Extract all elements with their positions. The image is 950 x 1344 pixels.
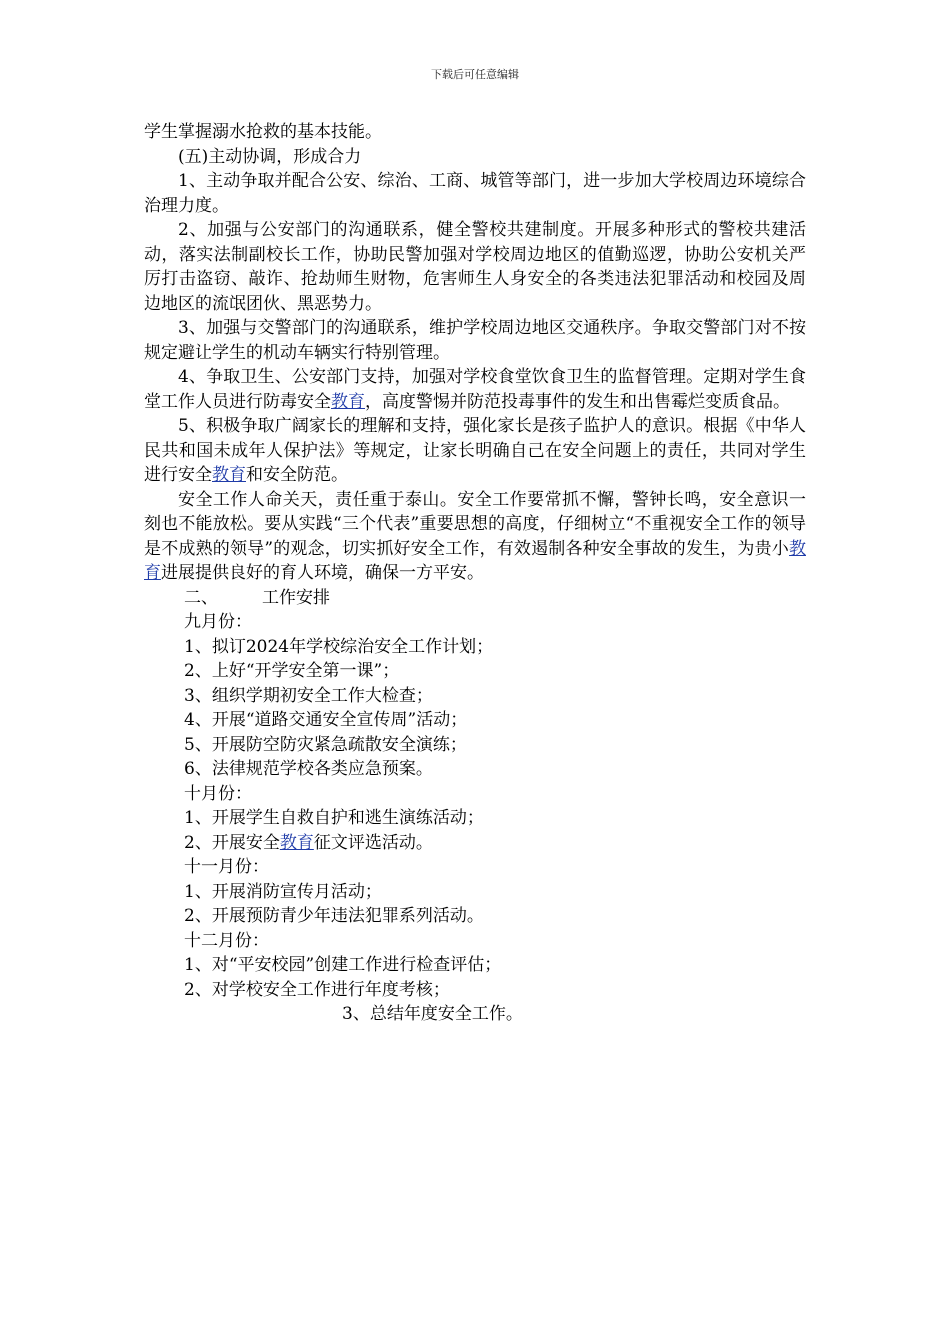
list-item: 1、开展消防宣传月活动； (184, 881, 382, 902)
list-item: 1、对“平安校园”创建工作进行检查评估； (184, 955, 502, 975)
text: 2、开展安全 (184, 832, 280, 853)
text: 安全工作人命关天，责任重于泰山。安全工作要常抓不懈，警钟长鸣，安全意识一刻也不能放松。要从实践“三个代表”重要思想的高度，仔细树立“不重视安全工作的领导是不成熟的领导”的观念，切实抓好安全工作，有效遏制各种安全事故的发生，为贵小 (144, 489, 806, 559)
section-title: 工作安排 (262, 587, 330, 608)
list-item: 1、拟订2024年学校综治安全工作计划； (184, 636, 494, 657)
list-item (144, 831, 806, 856)
list-item: 4、开展“道路交通安全宣传周”活动； (184, 710, 468, 730)
text: 征文评选活动。 (313, 832, 433, 853)
paragraph (144, 488, 806, 586)
paragraph: 2、加强与公安部门的沟通联系，健全警校共建制度。开展多种形式的警校共建活动，落实法制副校长工作，协助民警加强对学校周边地区的值勤巡逻，协助公安机关严厉打击盗窃、敲诈、抢劫师生财物，危害师生人身安全的各类违法犯罪活动和校园及周边地区的流氓团伙、黑恶势力。 (144, 220, 806, 314)
education-link[interactable]: 教育 (331, 391, 365, 412)
paragraph (144, 365, 806, 414)
text: ，高度警惕并防范投毒事件的发生和出售霉烂变质食品。 (365, 391, 790, 412)
paragraph: 学生掌握溺水抢救的基本技能。 (144, 122, 382, 142)
education-link[interactable]: 教育 (144, 538, 806, 583)
text: 和安全防范。 (246, 465, 348, 485)
paragraph (144, 414, 806, 488)
list-item: 2、开展预防青少年违法犯罪系列活动。 (184, 906, 484, 926)
list-item: 5、开展防空防灾紧急疏散安全演练； (184, 734, 467, 755)
page-header: 下载后可任意编辑 (431, 68, 519, 81)
month-label: 十二月份： (184, 930, 269, 951)
list-item: 1、开展学生自救自护和逃生演练活动； (184, 808, 484, 828)
text: 5、积极争取广阔家长的理解和支持，强化家长是孩子监护人的意识。根据《中华人民共和国未成年人保护法》等规定，让家长明确自己在安全问题上的责任，共同对学生进行安全 (144, 416, 806, 485)
section-number: 二、 (184, 587, 218, 608)
text: 进展提供良好的育人环境，确保一方平安。 (161, 563, 484, 583)
text: 4、争取卫生、公安部门支持，加强对学校食堂饮食卫生的监督管理。定期对学生食堂工作人员进行防毒安全 (144, 367, 806, 412)
month-label: 九月份： (184, 612, 252, 632)
paragraph: 3、加强与交警部门的沟通联系，维护学校周边地区交通秩序。争取交警部门对不按规定避让学生的机动车辆实行特别管理。 (144, 318, 806, 363)
month-label: 十一月份： (184, 857, 269, 877)
list-item: 3、总结年度安全工作。 (342, 1004, 523, 1024)
paragraph: 1、主动争取并配合公安、综治、工商、城管等部门，进一步加大学校周边环境综合治理力度。 (144, 171, 806, 216)
list-item: 2、对学校安全工作进行年度考核； (184, 979, 450, 1000)
section-heading (144, 586, 806, 611)
education-link[interactable]: 教育 (212, 465, 246, 485)
list-item: 3、组织学期初安全工作大检查； (184, 685, 433, 706)
subsection-heading: (五)主动协调，形成合力 (178, 146, 362, 167)
education-link[interactable]: 教育 (279, 832, 314, 853)
document-body (144, 120, 806, 1027)
list-item: 6、法律规范学校各类应急预案。 (184, 759, 433, 779)
month-label: 十月份： (184, 783, 252, 804)
list-item: 2、上好“开学安全第一课”； (184, 661, 400, 681)
